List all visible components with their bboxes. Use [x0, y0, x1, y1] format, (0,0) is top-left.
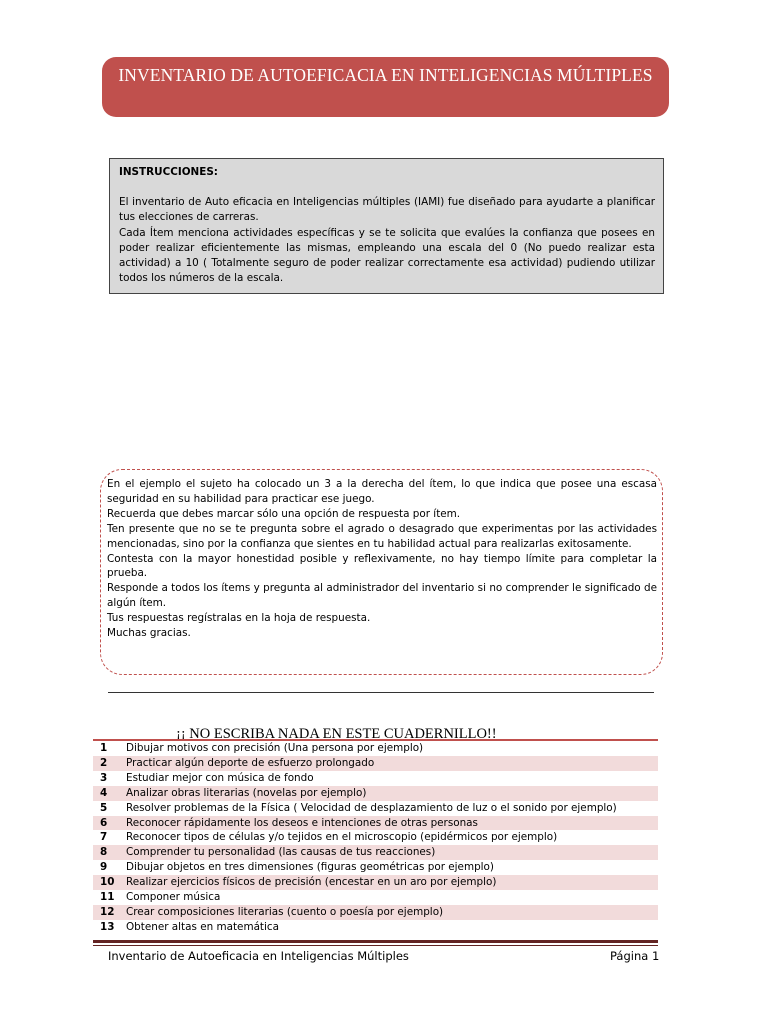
item-number: 12: [93, 905, 126, 920]
note-line: Responde a todos los ítems y pregunta al administrador del inventario si no comprender le significado de algún ítem.: [107, 582, 657, 610]
notes-box: [100, 469, 663, 675]
item-row: [93, 890, 658, 905]
item-row: [93, 905, 658, 920]
item-text: Practicar algún deporte de esfuerzo prolongado: [126, 756, 658, 771]
item-text: Resolver problemas de la Física ( Velocidad de desplazamiento de luz o el sonido por ejemplo): [126, 801, 617, 814]
item-number: 8: [93, 845, 126, 860]
separator-line: [108, 692, 654, 693]
instructions-box: [109, 158, 664, 294]
note-line: Contesta con la mayor honestidad posible y reflexivamente, no hay tiempo límite para completar la prueba.: [107, 552, 657, 580]
item-number: 3: [100, 771, 108, 784]
footer-title: Inventario de Autoeficacia en Inteligencias Múltiples: [108, 949, 409, 963]
item-number: 10: [93, 875, 126, 890]
item-text: Realizar ejercicios físicos de precisión (encestar en un aro por ejemplo): [126, 875, 658, 890]
warning-heading: ¡¡ NO ESCRIBA NADA EN ESTE CUADERNILLO!!: [176, 726, 497, 742]
item-row: [93, 801, 658, 816]
item-row: [93, 860, 658, 875]
items-table: [93, 741, 658, 935]
item-text: Dibujar objetos en tres dimensiones (figuras geométricas por ejemplo): [126, 861, 494, 874]
item-row: [93, 845, 658, 860]
item-number: 4: [93, 786, 126, 801]
item-text: Dibujar motivos con precisión (Una persona por ejemplo): [126, 742, 424, 754]
item-text: Estudiar mejor con música de fondo: [126, 771, 314, 784]
item-row: [93, 786, 658, 801]
instructions-heading: INSTRUCCIONES:: [119, 166, 218, 178]
note-line: En el ejemplo el sujeto ha colocado un 3 a la derecha del ítem, lo que indica que posee una escasa seguridad en su habilidad para practicar ese juego.: [107, 478, 657, 505]
item-row: [93, 771, 658, 786]
footer-rule-thin: [93, 945, 658, 946]
title-banner: [102, 57, 669, 117]
item-text: Analizar obras literarias (novelas por ejemplo): [126, 786, 658, 801]
footer-rule-thick: [93, 940, 658, 943]
item-text: Componer música: [126, 891, 221, 904]
item-number: 6: [93, 816, 126, 831]
item-text: Obtener altas en matemática: [126, 920, 279, 933]
item-row: [93, 816, 658, 831]
item-row: [93, 875, 658, 890]
item-number: 5: [100, 801, 108, 814]
item-row: [93, 756, 658, 771]
page-number: Página 1: [610, 949, 660, 963]
item-number: 1: [100, 742, 108, 754]
item-number: 2: [93, 756, 126, 771]
item-text: Reconocer tipos de células y/o tejidos en el microscopio (epidérmicos por ejemplo): [126, 831, 558, 844]
item-number: 7: [100, 831, 108, 844]
item-row: [93, 830, 658, 845]
item-number: 11: [100, 891, 115, 904]
item-row: [93, 920, 658, 935]
note-line: Tus respuestas regístralas en la hoja de respuesta.: [107, 612, 371, 625]
instructions-paragraph: El inventario de Auto eficacia en Inteligencias múltiples (IAMI) fue diseñado para ayudarte a planificar tus elecciones de carreras.: [119, 196, 655, 224]
item-row: [93, 741, 658, 756]
item-text: Crear composiciones literarias (cuento o poesía por ejemplo): [126, 905, 658, 920]
note-line: Ten presente que no se te pregunta sobre el agrado o desagrado que experimentas por las actividades mencionadas, sino por la confianza que sientes en tu habilidad actual para realizarlas exitosamente.: [107, 522, 657, 550]
item-number: 13: [100, 920, 115, 933]
item-number: 9: [100, 861, 108, 874]
note-line: Muchas gracias.: [107, 627, 191, 640]
item-text: Reconocer rápidamente los deseos e intenciones de otras personas: [126, 816, 658, 831]
page-title: INVENTARIO DE AUTOEFICACIA EN INTELIGENCIAS MÚLTIPLES: [118, 65, 653, 85]
item-text: Comprender tu personalidad (las causas de tus reacciones): [126, 845, 658, 860]
note-line: Recuerda que debes marcar sólo una opción de respuesta por ítem.: [107, 507, 461, 520]
instructions-paragraph: Cada Ítem menciona actividades específicas y se te solicita que evalúes la confianza que posees en poder realizar eficientemente las mismas, empleando una escala del 0 (No puedo realizar esta actividad) a 10 ( Totalmente seguro de poder realizar correctamente esa actividad) pudiendo utilizar todos los números de la escala.: [119, 226, 655, 285]
